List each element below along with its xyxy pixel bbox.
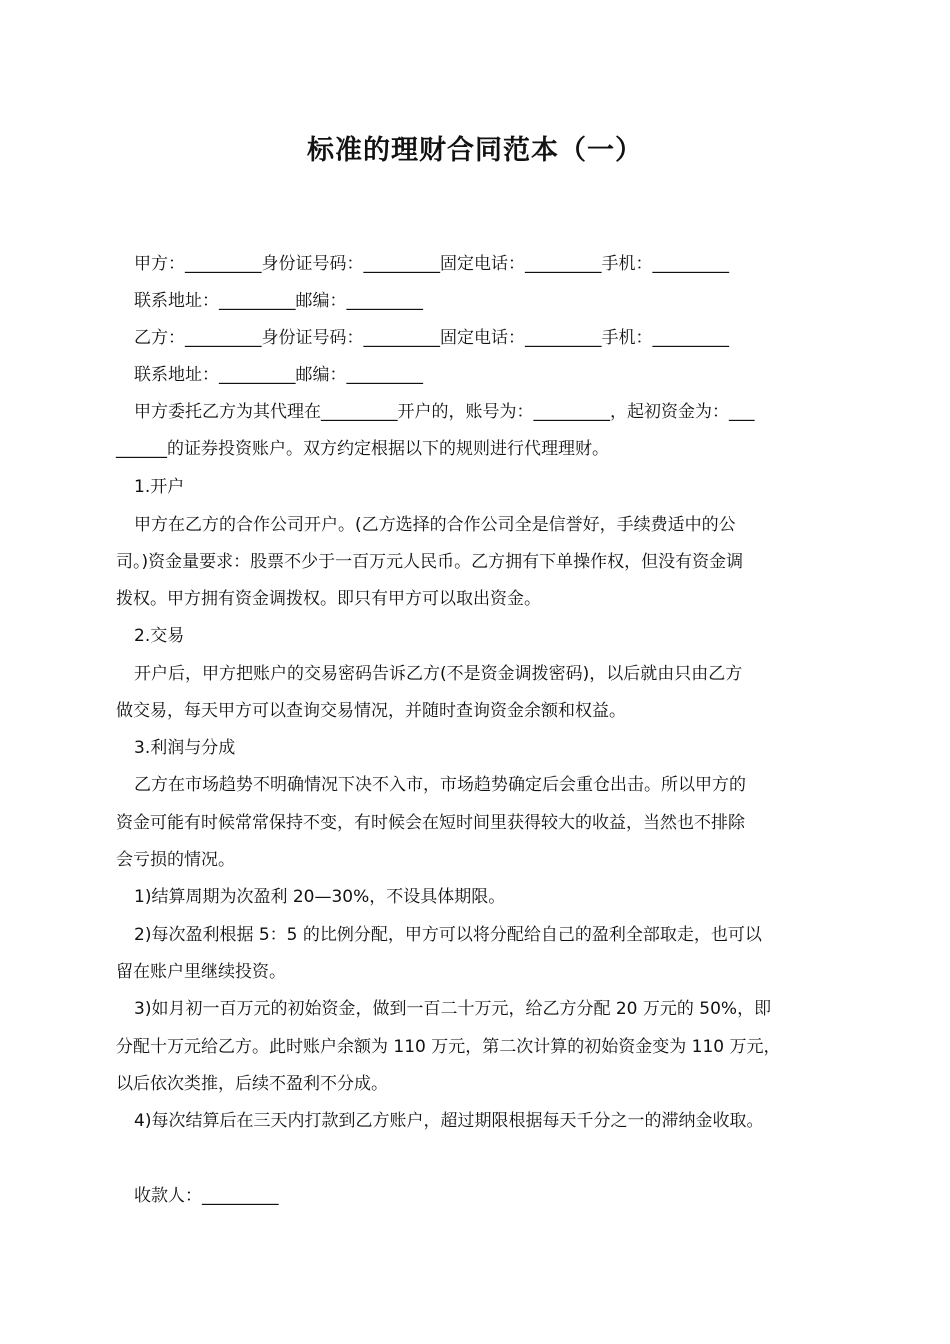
paragraph-line: 做交易，每天甲方可以查询交易情况，并随时查询资金余额和权益。 — [116, 701, 626, 721]
clause-line: 4)每次结算后在三天内打款到乙方账户，超过期限根据每天千分之一的滞纳金收取。 — [134, 1111, 764, 1131]
clause-line: 留在账户里继续投资。 — [116, 962, 286, 982]
clause-line: 3)如月初一百万元的初始资金，做到一百二十万元，给乙方分配 20 万元的 50%，即 — [134, 999, 772, 1019]
clause-line: 分配十万元给乙方。此时账户余额为 110 万元，第二次计算的初始资金变为 110 万元， — [116, 1037, 781, 1057]
clause-line: 1)结算周期为次盈利 20—30%，不设具体期限。 — [134, 887, 506, 907]
paragraph-line: 司。)资金量要求：股票不少于一百万元人民币。乙方拥有下单操作权，但没有资金调 — [116, 552, 744, 572]
paragraph-line: 开户后，甲方把账户的交易密码告诉乙方(不是资金调拨密码)，以后就由只由乙方 — [134, 664, 743, 684]
party-b-address-line: 联系地址：_________邮编：_________ — [134, 365, 423, 385]
party-a-address-line: 联系地址：_________邮编：_________ — [134, 291, 423, 311]
paragraph-line: 资金可能有时候常常保持不变，有时候会在短时间里获得较大的收益，当然也不排除 — [116, 813, 745, 833]
paragraph-line: 甲方委托乙方为其代理在_________开户的，账号为：_________，起初资金为：___ — [134, 402, 755, 422]
payee-signature-line: 收款人：_________ — [134, 1186, 279, 1206]
paragraph-line: 会亏损的情况。 — [116, 850, 235, 870]
party-b-info-line: 乙方：_________身份证号码：_________固定电话：_________手机：_________ — [134, 328, 729, 348]
clause-line: 2)每次盈利根据 5：5 的比例分配，甲方可以将分配给自己的盈利全部取走，也可以 — [134, 925, 762, 945]
paragraph-line: 拨权。甲方拥有资金调拨权。即只有甲方可以取出资金。 — [116, 589, 541, 609]
section-heading: 2.交易 — [134, 626, 185, 646]
clause-line: 以后依次类推，后续不盈利不分成。 — [116, 1074, 388, 1094]
paragraph-line: 乙方在市场趋势不明确情况下决不入市，市场趋势确定后会重仓出击。所以甲方的 — [134, 775, 746, 795]
paragraph-line: 甲方在乙方的合作公司开户。(乙方选择的合作公司全是信誉好，手续费适中的公 — [134, 515, 736, 535]
party-a-info-line: 甲方：_________身份证号码：_________固定电话：_________手机：_________ — [134, 254, 729, 274]
section-heading: 3.利润与分成 — [134, 738, 236, 758]
section-heading: 1.开户 — [134, 477, 185, 497]
paragraph-line: ______的证券投资账户。双方约定根据以下的规则进行代理理财。 — [116, 439, 609, 459]
document-title: 标准的理财合同范本（一） — [307, 135, 643, 166]
